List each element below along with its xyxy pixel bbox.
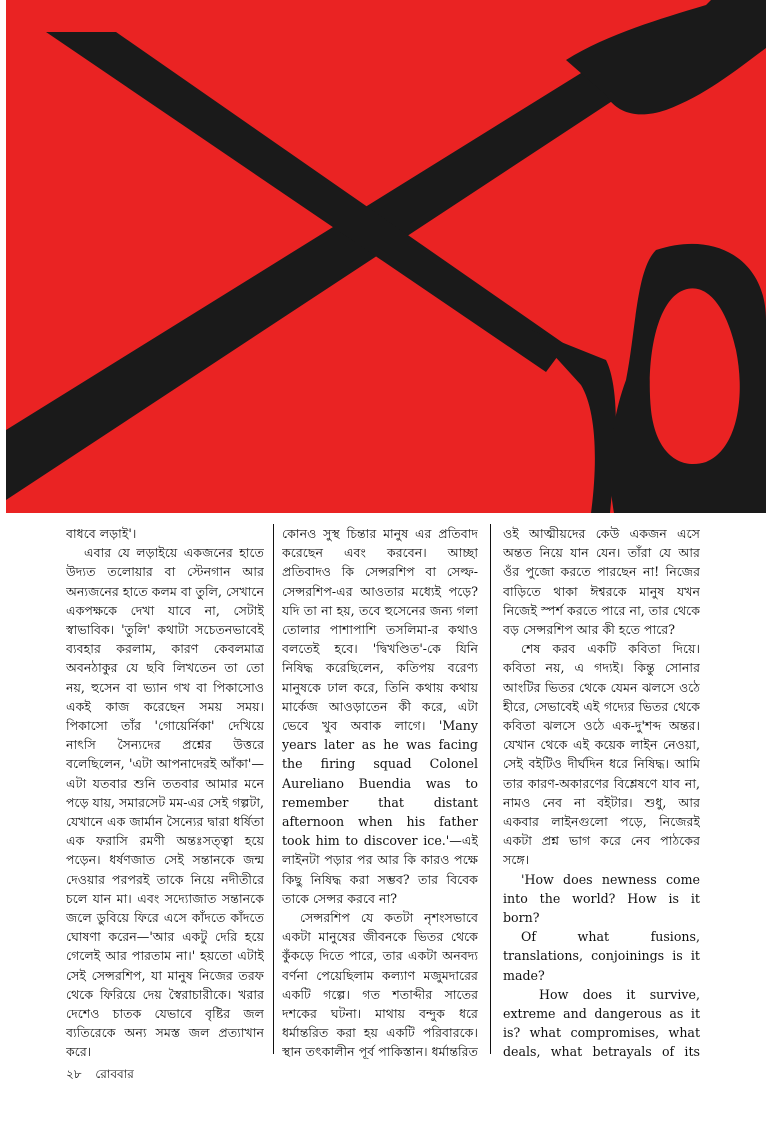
paragraph: সেন্সরশিপ যে কতটা নৃশংসভাবে একটা মানুষের জীবনকে ভিতর থেকে কুঁকড়ে দিতে পারে, তার একটা অনবদ্য বর্ণনা পেয়েছিলাম কল্যাণ মজুমদারের একটি গল্পে। গত শতাব্দীর সাতের দশকের ঘটনা। মাথায় বন্দুক ধরে ধর্মান্তরিত করা হয় একটি পরিবারকে। স্থান তৎকালীন পূর্ব পাকিস্তান। ধর্মান্তরিত xyxy=(282,910,478,1059)
page-number: ২৮ xyxy=(66,1067,82,1081)
quote-line: How does it survive, extreme and dangerous as it is? what compromises, what deals, what betrayals of its xyxy=(503,986,700,1059)
scissors-illustration xyxy=(6,0,766,513)
paragraph: এবার যে লড়াইয়ে একজনের হাতে উদ্যত তলোয়ার বা স্টেনগান আর অন্যজনের হাতে কলম বা তুলি, সেখানে একপক্ষকে দেখা যাবে না, সেটাই স্বাভাবিক। 'তুলি' কথাটা সচেতনভাবেই ব্যবহার করলাম, কারণ কেবলমাত্র অবনঠাকুর যে ছবি লিখতেন তা তো নয়, হুসেন বা ভ্যান গখ বা পিকাসোও একই কাজ করেছেন সময় সময়। পিকাসো তাঁর 'গোয়ের্নিকা' দেখিয়ে নাৎসি সৈন্যদের প্রশ্নের উত্তরে বলেছিলেন, 'এটা আপনাদেরই আঁকা'—এটা যতবার শুনি ততবার আমার মনে পড়ে যায়, সমারসেট মম-এর সেই গল্পটা, যেখানে এক জার্মান সৈন্যের দ্বারা ধর্ষিতা এক ফরাসি রমণী অন্তঃসত্ত্বা হয়ে পড়েন। ধর্ষণজাত সেই সন্তানকে জন্ম দেওয়ার পরপরই তাকে নিয়ে নদীতীরে চলে যান মা। এবং সদ্যোজাত সন্তানকে জলে ডুবিয়ে ফিরে এসে কাঁদতে কাঁদতে ঘোষণা করেন—'আর একটু দেরি হয়ে গেলেই আর পারতাম না।' হয়তো এটাই সেই সেন্সরশিপ, যা মানুষ নিজের তরফ থেকে ফিরিয়ে দেয় স্বৈরাচারীকে। খরার দেশেও চাতক যেভাবে বৃষ্টির জল ব্যতিরেকে অন্য সমস্ত জল প্রত্যাখান করে। xyxy=(66,545,264,1059)
paragraph: ওই আত্মীয়দের কেউ একজন এসে অন্তত নিয়ে যান যেন। তাঁরা যে আর ওঁর পুজো করতে পারছেন না! নিজের বাড়িতে থাকা ঈশ্বরকে মানুষ যখন নিজেই স্পর্শ করতে পারে না, তার থেকে বড় সেন্সরশিপ আর কী হতে পারে? xyxy=(503,526,700,638)
paragraph: শেষ করব একটি কবিতা দিয়ে। কবিতা নয়, এ গদ্যই। কিন্তু সোনার আংটির ভিতর থেকে যেমন ঝলসে ওঠে হীরে, সেভাবেই এই গদ্যের ভিতর থেকে কবিতা ঝলসে ওঠে এক-দু'শব্দ অন্তর। যেখান থেকে এই কয়েক লাইন নেওয়া, সেই বইটিও দীর্ঘদিন ধরে নিষিদ্ধ। আমি তার কারণ-অকারণের বিশ্লেষণে যাব না, নামও নেব না বইটার। শুধু, আর একবার লাইনগুলো পড়ে, নিজেরই একটা প্রশ্ন ভাগ করে নেব পাঠকের সঙ্গে। xyxy=(503,641,700,868)
article-column-1 xyxy=(66,524,264,1059)
scissors-handle-ring xyxy=(610,244,766,513)
paragraph: কোনও সুস্থ চিন্তার মানুষ এর প্রতিবাদ করেছেন এবং করবেন। আচ্ছা প্রতিবাদও কি সেন্সরশিপ বা সেল্ফ-সেন্সরশিপ-এর আওতার মধ্যেই পড়ে? যদি তা না হয়, তবে হুসেনের জন্য গলা তোলার পাশাপাশি তসলিমা-র কথাও বলতেই হবে। 'দ্বিখণ্ডিত'-কে যিনি নিষিদ্ধ করেছিলেন, কতিপয় বরেণ্য মানুষকে ঢাল করে, তিনি কথায় কথায় মার্কেজ আওড়াতেন কী করে, এটা ভেবে খুব অবাক লাগে। 'Many years later as he was facing the firing squad Colonel Aureliano Buendia was to remember that distant afternoon when his father took him to discover ice.'—এই লাইনটা পড়ার পর আর কি কারও পক্ষে কিছু নিষিদ্ধ করা সম্ভব? তার বিবেক তাকে সেন্সর করবে না? xyxy=(282,526,478,906)
column-divider xyxy=(273,524,274,1054)
quote-line: Of what fusions, translations, conjoinings is it made? xyxy=(503,929,700,983)
paragraph: বাধবে লড়াই'। xyxy=(66,526,137,541)
article-column-2 xyxy=(282,524,478,1059)
article-column-3 xyxy=(503,524,700,1059)
page-footer xyxy=(66,1066,144,1086)
scissors-blade-left xyxy=(6,70,626,500)
scissors-icon xyxy=(6,0,766,513)
scissors-blade-right xyxy=(46,32,566,372)
section-name: রোববার xyxy=(95,1067,134,1081)
quote-line: 'How does newness come into the world? How is it born? xyxy=(503,871,700,926)
column-divider xyxy=(490,524,491,1054)
